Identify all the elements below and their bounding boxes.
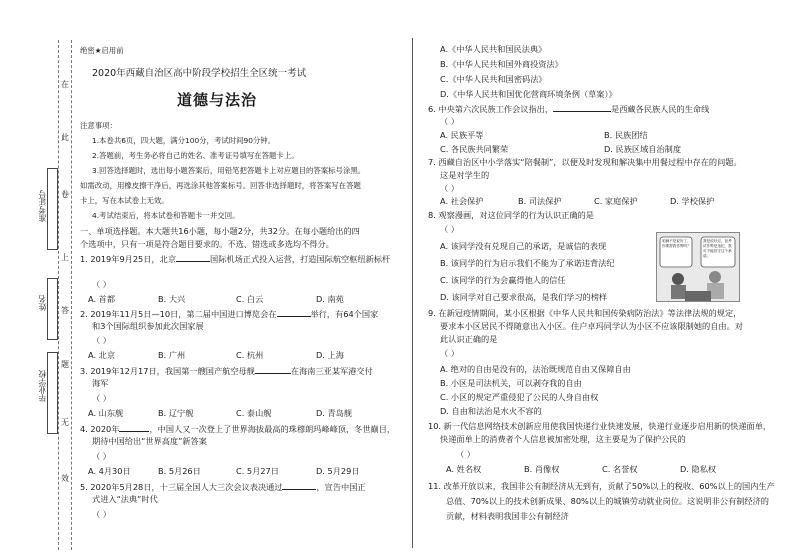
option: C. 家庭保护 <box>594 196 638 206</box>
option: A. 4月30日 <box>88 466 131 476</box>
option: B. 广州 <box>158 350 186 360</box>
note-line: 卡上，写在本试卷上无效。 <box>80 196 169 205</box>
gutter-char: 效 <box>61 474 69 483</box>
gutter-char: 上 <box>61 253 69 262</box>
option: C. 5月27日 <box>236 466 279 476</box>
exam-title: 2020年西藏自治区高中阶段学校招生全区统一考试 <box>92 68 307 79</box>
question-text-cont: 海军 <box>92 378 109 388</box>
question-text: 3. 2019年12月17日，我国第一艘国产航空母舰 <box>80 366 255 376</box>
question-text: 在海南三亚某军港交付 <box>290 366 373 376</box>
gutter-label-school: 毕业学校 <box>38 370 47 402</box>
gutter-char: 答 <box>61 306 69 315</box>
option: A. 该同学没有兑现自己的承诺，是诚信的表现 <box>440 241 607 251</box>
answer-paren: （ ） <box>92 279 111 289</box>
gutter-label-exam-id: 准考证号 <box>38 190 47 222</box>
question-7: 7. 西藏自治区中小学落实“陪餐制”，以便及时发现和解决集中用餐过程中存在的问题。 <box>428 157 742 167</box>
option: C. 各民族共同繁荣 <box>440 144 509 154</box>
answer-blank <box>176 253 210 262</box>
option: D. 南苑 <box>316 294 344 304</box>
question-5 <box>80 481 366 493</box>
question-text: ，宣告中国正 <box>316 482 366 492</box>
answer-paren: （ ） <box>92 335 111 345</box>
note-line: 4.考试结束后，将本试卷和答题卡一并交回。 <box>92 211 240 220</box>
gutter-char: 在 <box>61 80 69 89</box>
option: A. 北京 <box>88 350 116 360</box>
answer-blank <box>277 308 311 317</box>
gutter-char: 卷 <box>61 190 69 199</box>
option: C. 杭州 <box>236 350 264 360</box>
question-10: 10. 新一代信息网络技术创新应用使我国快递行业快速发展，快递行业逐步启用新的快递面单， <box>428 421 772 431</box>
option: D. 隐私权 <box>680 464 717 474</box>
note-line: 如需改动，用橡皮擦干净后，再选涂其他答案标号。回答非选择题时，将答案写在答题 <box>80 181 361 190</box>
option: D.《中华人民共和国优化营商环境条例（草案）》 <box>440 89 617 99</box>
secret-label: 绝密★启用前 <box>80 46 124 55</box>
gutter-label-name: 姓名 <box>38 295 47 311</box>
question-text-cont: 这是对学生的 <box>440 170 490 180</box>
question-text: 5. 2020年5月28日，十三届全国人大三次会议表决通过 <box>80 482 283 492</box>
question-text: 6. 中央第六次民族工作会议指出， <box>428 104 554 114</box>
option: B. 肖像权 <box>524 464 560 474</box>
answer-blank <box>119 423 149 432</box>
name-box <box>47 278 58 340</box>
question-9: 9. 在新冠疫情期间，某小区根据《中华人民共和国传染病防治法》等法律法规的规定， <box>428 308 742 318</box>
answer-paren: （ ） <box>456 449 475 459</box>
question-text: 举行，有64个国家 <box>310 309 379 319</box>
question-text-cont: 和3个国际组织参加此次国家展 <box>92 321 204 331</box>
question-text-cont: 要求本小区居民不得随意出入小区。住户卓玛同学认为小区不应该限制她的自由。对 <box>440 321 743 331</box>
option: D. 上海 <box>316 350 344 360</box>
question-text: ，中国人又一次登上了世界海拔最高的珠穆朗玛峰峰顶，冬世巅目， <box>149 424 396 434</box>
gutter-char: 此 <box>61 133 69 142</box>
question-text-cont: 快递面单上的消费者个人信息被加密处理，这主要是为了保护公民的 <box>440 434 686 444</box>
answer-paren: （ ） <box>440 348 459 358</box>
question-2 <box>80 308 378 320</box>
answer-blank <box>255 365 291 374</box>
option: A. 山东舰 <box>88 408 124 418</box>
option: D. 学校保护 <box>670 196 715 206</box>
option: D. 该同学对自己要求很高，是我们学习的榜样 <box>440 292 608 302</box>
school-box <box>47 352 58 434</box>
option: C. 泰山舰 <box>236 408 272 418</box>
question-1 <box>80 253 390 265</box>
option: A.《中华人民共和国民法典》 <box>440 44 547 54</box>
question-text: 国际机场正式投入运营，打造国际航空枢纽新标杆 <box>210 254 391 264</box>
answer-paren: （ ） <box>92 509 111 519</box>
question-6 <box>428 103 709 115</box>
option: C. 该同学的行为会赢得他人的信任 <box>440 275 566 285</box>
question-text-cont: 式进入“法典”时代 <box>92 494 158 504</box>
option: B. 大兴 <box>158 294 186 304</box>
option: B. 该同学的行为启示我们不能为了承诺违背法纪 <box>440 258 615 268</box>
page-divider <box>412 38 413 548</box>
option: D. 民族区域自治制度 <box>604 144 682 154</box>
option: A. 绝对的自由是没有的，法治既规范自由又保障自由 <box>440 364 631 374</box>
option: C. 名誉权 <box>602 464 638 474</box>
option: C. 小区的规定严重侵犯了公民的人身自由权 <box>440 392 599 402</box>
speech-bubble-left: 咱俩不是说好了，你要帮我作弊吗？ <box>662 239 691 248</box>
option: C.《中华人民共和国密码法》 <box>440 74 547 84</box>
note-line: 2.答题前，考生务必将自己的姓名、准考证号填写在答题卡上。 <box>92 151 299 160</box>
answer-paren: （ ） <box>440 183 459 193</box>
option: B. 民族团结 <box>604 130 648 140</box>
question-text: 4. 2020年 <box>80 424 120 434</box>
option: A. 首都 <box>88 294 116 304</box>
question-text: 1. 2019年9月25日，北京 <box>80 254 177 264</box>
question-text-cont: 总值、70%以上的技术创新成果、80%以上的城镇劳动就业岗位。这说明非公有制经济的 <box>446 496 769 506</box>
note-line: 1.本卷共6页，四大题，满分100分，考试时间90分钟。 <box>92 136 276 145</box>
option: B. 辽宁舰 <box>158 408 194 418</box>
answer-paren: （ ） <box>92 393 111 403</box>
answer-paren: （ ） <box>92 451 111 461</box>
question-text: 2. 2019年11月5日—10日，第二届中国进口博览会在 <box>80 309 277 319</box>
gutter-char: 题 <box>61 360 69 369</box>
question-text: 是西藏各民族人民的生命线 <box>611 104 710 114</box>
exam-id-box <box>47 168 58 250</box>
section-header: 一、单项选择题。本大题共16小题，每小题2分，共32分。在每小题给出的四 <box>80 226 360 236</box>
answer-paren: （ ） <box>440 116 459 126</box>
section-header-cont: 个选项中，只有一项是符合题目要求的。不选、错选或多选均不得分。 <box>80 239 334 249</box>
question-text-cont: 期待中国给出“世界高度”新答案 <box>92 436 207 446</box>
question-11: 11. 改革开放以来，我国非公有制经济从无到有，贡献了50%以上的税收、60%以上的国内生产 <box>428 481 775 491</box>
question-text-cont: 此认识正确的是 <box>440 334 498 344</box>
option: D. 自由和法治是水火不容的 <box>440 406 542 416</box>
gutter-dashed-line <box>58 40 59 550</box>
option: C. 白云 <box>236 294 264 304</box>
answer-blank <box>553 103 611 112</box>
option: D. 5月29日 <box>316 466 360 476</box>
option: B.《中华人民共和国外商投资法》 <box>440 59 563 69</box>
notes-title: 注意事项： <box>80 121 117 130</box>
cartoon-image <box>656 232 740 302</box>
subject-title: 道德与法治 <box>176 91 257 109</box>
answer-blank <box>282 481 316 490</box>
question-4 <box>80 423 395 435</box>
note-line: 3.回答选择题时，选出每小题答案后，用铅笔把答题卡上对应题目的答案标号涂黑。 <box>92 166 366 175</box>
option: B. 司法保护 <box>518 196 562 206</box>
option: A. 社会保护 <box>440 196 484 206</box>
option: A. 民族平等 <box>440 130 484 140</box>
question-3 <box>80 365 373 377</box>
option: B. 小区是司法机关，可以剥夺我的自由 <box>440 378 582 388</box>
option: D. 青岛舰 <box>316 408 353 418</box>
gutter-char: 无 <box>61 418 69 427</box>
option: A. 姓名权 <box>446 464 482 474</box>
option: B. 5月26日 <box>158 466 201 476</box>
answer-paren: （ ） <box>440 224 459 234</box>
question-8: 8. 观察漫画，对这位同学的行为认识正确的是 <box>428 210 594 220</box>
speech-bubble-right: 我是说好过，但考试作弊是违纪，我可不能信守这个承诺。 <box>703 239 732 258</box>
gutter-dashed-line-inner <box>71 40 72 550</box>
question-text-cont: 贡献，材料表明我国非公有制经济 <box>446 511 569 521</box>
